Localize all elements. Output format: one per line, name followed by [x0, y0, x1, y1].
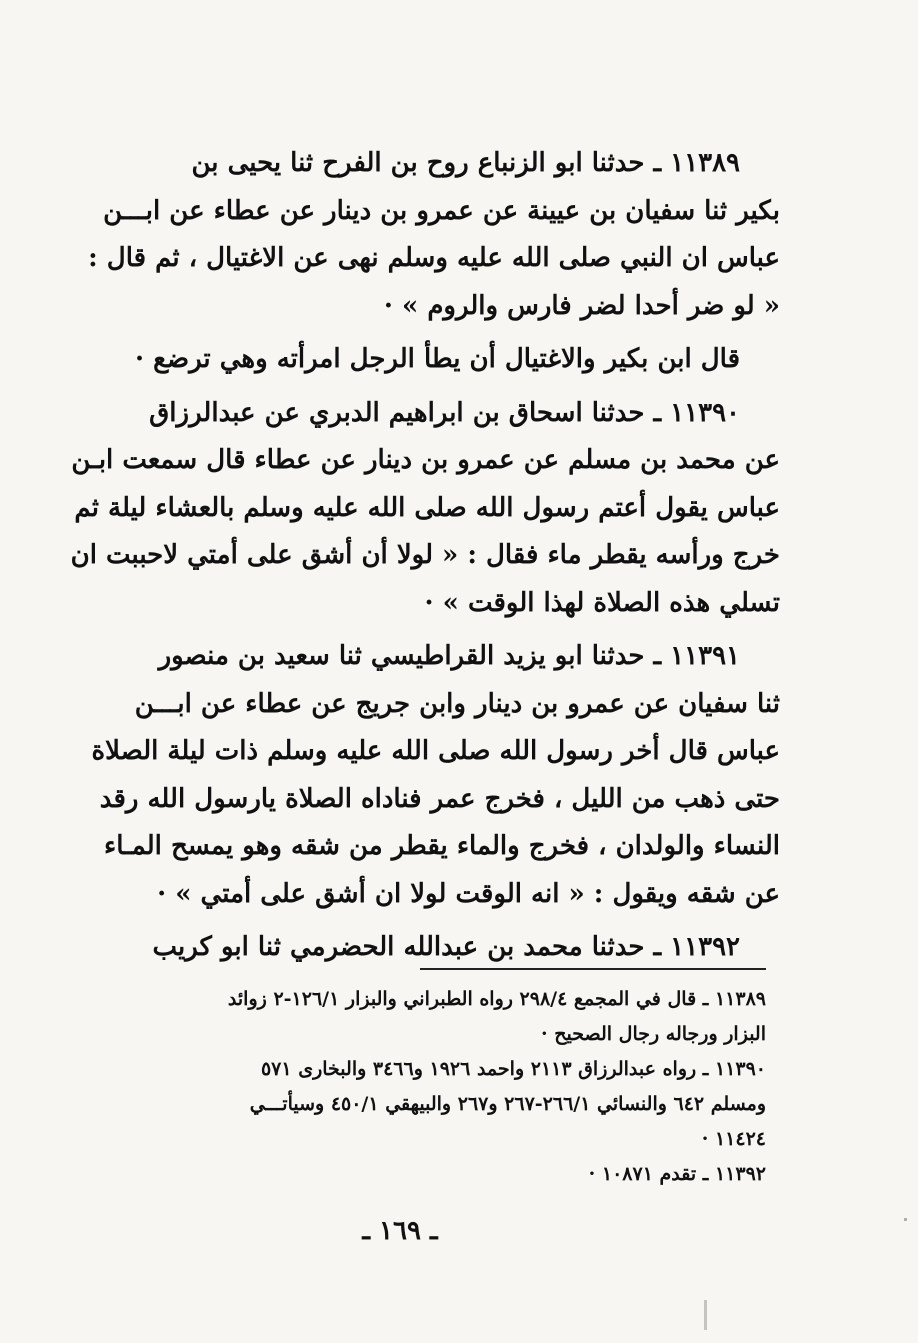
- text-line: قال ابن بكير والاغتيال أن يطأ الرجل امرأته وهي ترضع ·: [135, 344, 740, 374]
- text-line: عباس يقول أعتم رسول الله صلى الله عليه وسلم بالعشاء ليلة ثم: [74, 492, 780, 523]
- commentary-paragraph: [70, 336, 780, 384]
- hadith-11390: [70, 390, 780, 628]
- footnote-11390: [66, 1052, 766, 1157]
- footnote-line: ١١٣٩٢ ـ تقدم ١٠٨٧١ ·: [588, 1163, 766, 1185]
- text-line: بكير ثنا سفيان بن عيينة عن عمرو بن دينار عن عطاء عن ابـــن: [103, 195, 780, 226]
- main-text: [70, 140, 780, 978]
- footnote-11389: [66, 982, 766, 1052]
- text-line: عباس قال أخر رسول الله صلى الله عليه وسلم ذات ليلة الصلاة: [91, 736, 780, 766]
- footnote-line: ١١٣٩٠ ـ رواه عبدالرزاق ٢١١٣ واحمد ١٩٢٦ و٣٤٦٦ والبخارى ٥٧١: [260, 1058, 766, 1080]
- text-line: ١١٣٨٩ ـ حدثنا ابو الزنباع روح بن الفرح ثنا يحيى بن: [191, 148, 740, 178]
- footnote-line: ١١٤٢٤ ·: [701, 1128, 766, 1150]
- footnote-11392: [66, 1157, 766, 1192]
- hadith-11389: [70, 140, 780, 330]
- text-line: عن شقه ويقول : « انه الوقت لولا ان أشق على أمتي » ·: [157, 878, 780, 909]
- footnotes: [66, 982, 766, 1192]
- text-line: عباس ان النبي صلى الله عليه وسلم نهى عن الاغتيال ، ثم قال :: [88, 243, 780, 273]
- footnote-line: ١١٣٨٩ ـ قال في المجمع ٢٩٨/٤ رواه الطبراني والبزار ١٢٦/١-٢ زوائد: [227, 988, 766, 1010]
- scan-speck: [904, 1218, 907, 1221]
- footnote-line: البزار ورجاله رجال الصحيح ·: [541, 1023, 766, 1045]
- text-line: حتى ذهب من الليل ، فخرج عمر فناداه الصلاة يارسول الله رقد: [99, 783, 780, 814]
- footnote-line: ومسلم ٦٤٢ والنسائي ٢٦٦/١-٢٦٧ و٢٦٧ والبيهقي ٤٥٠/١ وسيأتـــي: [249, 1093, 766, 1115]
- text-line: عن محمد بن مسلم عن عمرو بن دينار عن عطاء قال سمعت ابـن: [71, 445, 780, 475]
- footnote-divider: [420, 968, 766, 970]
- hadith-11391: [70, 633, 780, 918]
- hadith-11392: [70, 924, 780, 972]
- text-line: ثنا سفيان عن عمرو بن دينار وابن جريج عن عطاء عن ابـــن: [134, 688, 780, 719]
- text-line: ١١٣٩٠ ـ حدثنا اسحاق بن ابراهيم الدبري عن عبدالرزاق: [149, 397, 740, 428]
- text-line: خرج ورأسه يقطر ماء فقال : « لولا أن أشق على أمتي لاحببت ان: [70, 540, 780, 570]
- text-line: النساء والولدان ، فخرج والماء يقطر من شقه وهو يمسح المـاء: [103, 831, 780, 861]
- text-line: « لو ضر أحدا لضر فارس والروم » ·: [383, 290, 780, 321]
- page-number: ـ ١٦٩ ـ: [362, 1216, 438, 1246]
- text-line: تسلي هذه الصلاة لهذا الوقت » ·: [424, 587, 780, 618]
- scan-speck: [704, 1300, 707, 1330]
- text-line: ١١٣٩٢ ـ حدثنا محمد بن عبدالله الحضرمي ثنا ابو كريب: [152, 932, 740, 962]
- text-line: ١١٣٩١ ـ حدثنا ابو يزيد القراطيسي ثنا سعيد بن منصور: [158, 641, 740, 671]
